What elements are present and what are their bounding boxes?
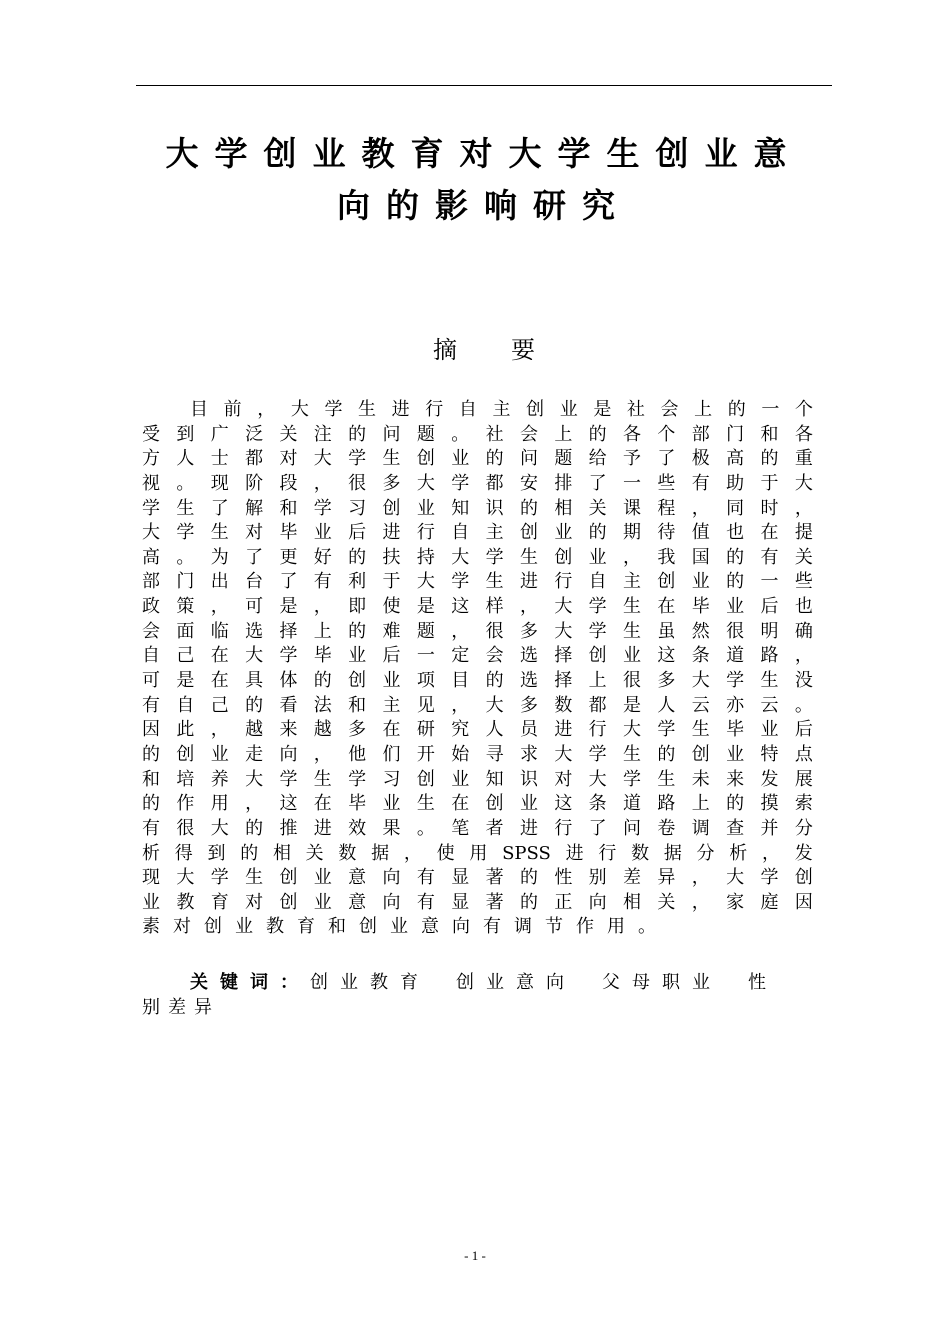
- document-title-line-2: 向的影响研究: [337, 186, 631, 225]
- abstract-line: 部 门 出 台 了 有 利 于 大 学 生 进 行 自 主 创 业 的 一 些: [142, 571, 813, 593]
- abstract-line: 析 得 到 的 相 关 数 据 ， 使 用 SPSS 进 行 数 据 分 析 ， 发: [142, 842, 813, 864]
- abstract-line: 会 面 临 选 择 上 的 难 题 ， 很 多 大 学 生 虽 然 很 明 确: [142, 620, 813, 642]
- keyword-item-part: 性: [748, 972, 778, 993]
- keyword-item: 父母职业: [602, 972, 722, 993]
- abstract-line: 视 。 现 阶 段 ， 很 多 大 学 都 安 排 了 一 些 有 助 于 大: [142, 472, 813, 494]
- keywords-line-1: [142, 970, 813, 995]
- abstract-line: 高 。 为 了 更 好 的 扶 持 大 学 生 创 业 ， 我 国 的 有 关: [142, 546, 813, 568]
- keyword-item-part: 别差异: [142, 997, 220, 1018]
- abstract-line: 的 作 用 ， 这 在 毕 业 生 在 创 业 这 条 道 路 上 的 摸 索: [142, 793, 813, 815]
- abstract-line: 有 自 己 的 看 法 和 主 见 ， 大 多 数 都 是 人 云 亦 云 。: [142, 694, 813, 716]
- abstract-line: 方 人 士 都 对 大 学 生 创 业 的 问 题 给 予 了 极 高 的 重: [142, 448, 813, 470]
- abstract-line: 有 很 大 的 推 进 效 果 。 笔 者 进 行 了 问 卷 调 查 并 分: [142, 817, 813, 839]
- keywords-label: 关键词：: [190, 972, 310, 993]
- abstract-line: 大 学 生 对 毕 业 后 进 行 自 主 创 业 的 期 待 值 也 在 提: [142, 522, 813, 544]
- abstract-line: 政 策 ， 可 是 ， 即 使 是 这 样 ， 大 学 生 在 毕 业 后 也: [142, 596, 813, 618]
- keyword-item: 创业教育: [310, 972, 430, 993]
- abstract-line: 学 生 了 解 和 学 习 创 业 知 识 的 相 关 课 程 ， 同 时 ，: [142, 497, 813, 519]
- document-title-line-1: 大学创业教育对大学生创业意: [165, 134, 803, 173]
- abstract-line: 因 此 ， 越 来 越 多 在 研 究 人 员 进 行 大 学 生 毕 业 后: [142, 719, 813, 741]
- abstract-line: 和 培 养 大 学 生 学 习 创 业 知 识 对 大 学 生 未 来 发 展: [142, 768, 813, 790]
- abstract-line: 现 大 学 生 创 业 意 向 有 显 著 的 性 别 差 异 ， 大 学 创: [142, 867, 813, 889]
- keywords-line-2: [142, 995, 813, 1020]
- keyword-item: 创业意向: [456, 972, 576, 993]
- abstract-line: 素 对 创 业 教 育 和 创 业 意 向 有 调 节 作 用 。: [142, 916, 656, 938]
- abstract-line: 业 教 育 对 创 业 意 向 有 显 著 的 正 向 相 关 ， 家 庭 因: [142, 891, 813, 913]
- abstract-line: 自 己 在 大 学 毕 业 后 一 定 会 选 择 创 业 这 条 道 路 ，: [142, 645, 813, 667]
- abstract-line: 目 前 ， 大 学 生 进 行 自 主 创 业 是 社 会 上 的 一 个: [190, 399, 813, 420]
- page-number: - 1 -: [464, 1248, 486, 1263]
- header-rule: [136, 85, 832, 86]
- abstract-line: 受 到 广 泛 关 注 的 问 题 。 社 会 上 的 各 个 部 门 和 各: [142, 423, 813, 445]
- abstract-line: 可 是 在 具 体 的 创 业 项 目 的 选 择 上 很 多 大 学 生 没: [142, 670, 813, 692]
- keywords-block: [142, 970, 813, 1020]
- abstract-body: [142, 398, 813, 940]
- abstract-heading: 摘要: [433, 336, 589, 364]
- abstract-line: 的 创 业 走 向 ， 他 们 开 始 寻 求 大 学 生 的 创 业 特 点: [142, 743, 813, 765]
